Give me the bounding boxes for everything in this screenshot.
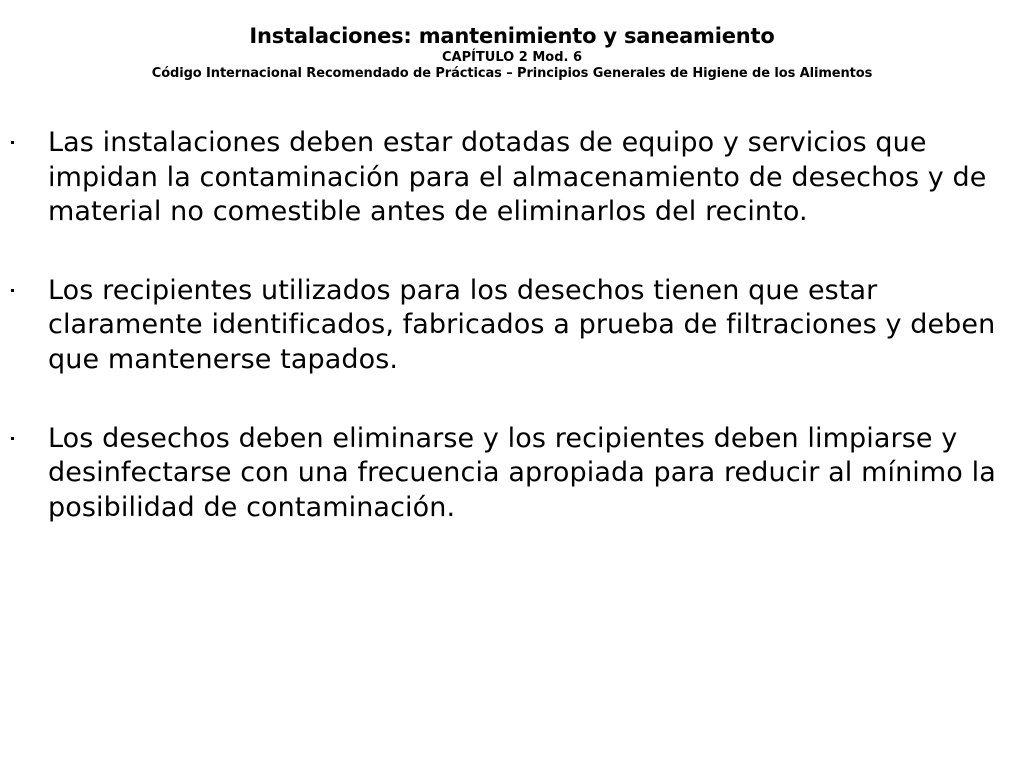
bullet-text: Las instalaciones deben estar dotadas de equipo y servicios que impidan la contaminación para el almacenamiento de desechos y de material no comestible antes de eliminarlos del recinto.	[48, 127, 987, 228]
code-subtitle: Código Internacional Recomendado de Prácticas – Principios Generales de Higiene de los Alimentos	[151, 66, 873, 81]
bullet-item	[0, 274, 1024, 378]
chapter-label: CAPÍTULO 2 Mod. 6	[441, 50, 583, 65]
bullet-item	[0, 422, 1024, 526]
bullet-dot-icon	[11, 437, 14, 440]
bullet-dot-icon	[11, 289, 14, 292]
bullet-text: Los recipientes utilizados para los desechos tienen que estar claramente identificados, fabricados a prueba de filtraciones y deben que mantenerse tapados.	[48, 274, 996, 375]
bullet-dot-icon	[11, 141, 14, 144]
bullet-list	[0, 126, 1024, 525]
bullet-text: Los desechos deben eliminarse y los recipientes deben limpiarse y desinfectarse con una frecuencia apropiada para reducir al mínimo la posibilidad de contaminación.	[48, 422, 996, 523]
slide-header	[0, 22, 1024, 82]
bullet-item	[0, 126, 1024, 230]
slide-title: Instalaciones: mantenimiento y saneamiento	[249, 24, 775, 48]
